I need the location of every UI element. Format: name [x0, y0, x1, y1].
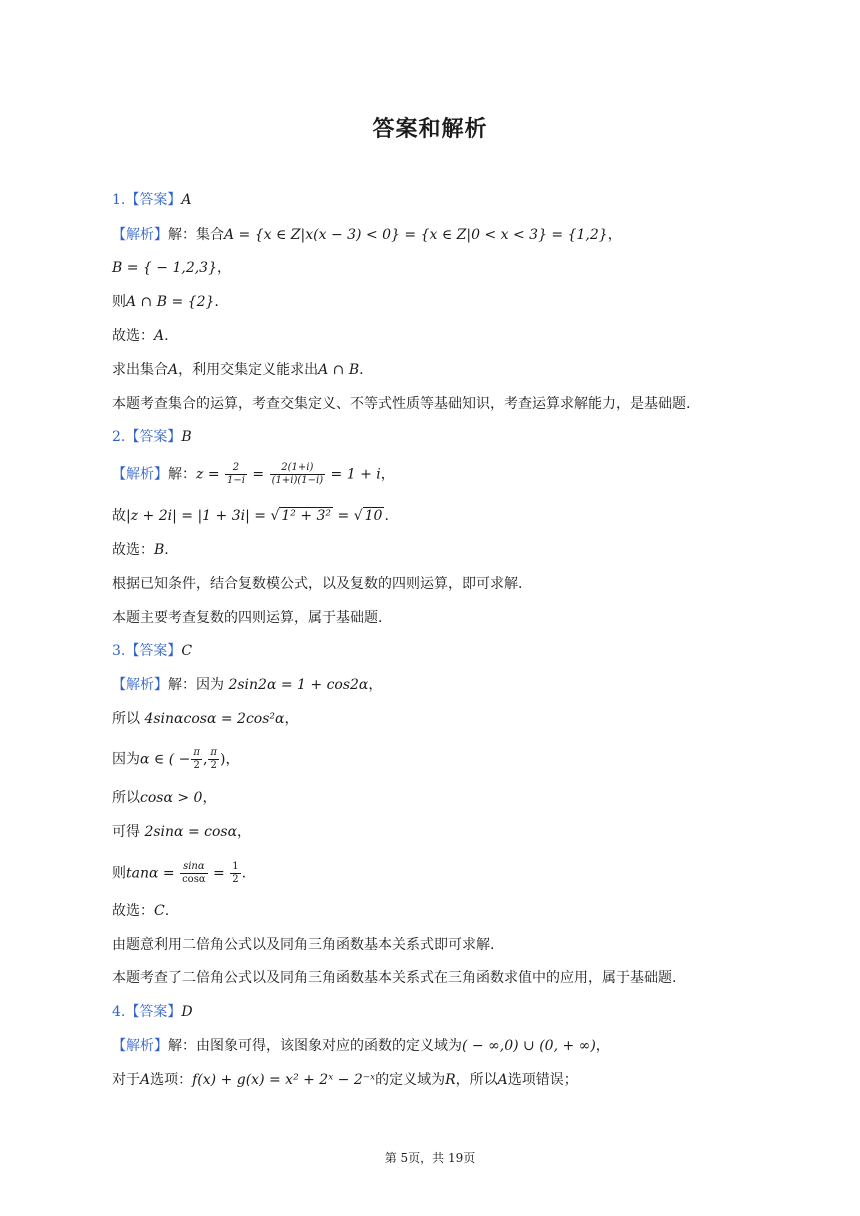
- math: ,: [202, 751, 208, 768]
- q1-analysis-line-4: [112, 326, 169, 346]
- page-footer: 第 5页，共 19页: [384, 1151, 476, 1165]
- math: 2sinα = cosα: [144, 824, 238, 840]
- numerator: 1: [232, 861, 239, 872]
- fraction: [225, 462, 247, 487]
- numerator: sinα: [180, 861, 208, 874]
- question-number: 3.: [112, 643, 126, 659]
- q3-analysis-line-3: [112, 747, 239, 772]
- text: 所以: [112, 711, 145, 727]
- text: 解：由图象可得，该图象对应的函数的定义域为: [168, 1038, 462, 1054]
- q3-analysis-line-2: [112, 709, 298, 729]
- q3-header: [112, 641, 192, 661]
- q3-analysis-line-8: 由题意利用二倍角公式以及同角三角函数基本关系式即可求解.: [112, 937, 495, 953]
- q1-comment: 本题考查集合的运算，考查交集定义、不等式性质等基础知识，考查运算求解能力，是基础题.: [112, 396, 691, 412]
- math: B = { − 1,2,3}: [112, 260, 217, 276]
- text: ，: [368, 677, 383, 693]
- denominator: cosα: [182, 874, 206, 885]
- fraction: [208, 747, 219, 772]
- denominator: 1−i: [227, 475, 245, 486]
- math: A: [140, 1072, 151, 1088]
- text: ，: [217, 260, 231, 276]
- text: .: [241, 865, 247, 882]
- math: f(x) + g(x) = x² + 2ˣ − 2⁻ˣ: [192, 1072, 376, 1088]
- text: 则: [112, 294, 126, 310]
- answer-value: A: [181, 192, 192, 208]
- answer-tag: 【答案】: [125, 1004, 182, 1020]
- fraction: [180, 861, 208, 886]
- answer-value: D: [181, 1004, 193, 1020]
- math: B: [154, 542, 165, 558]
- text: .: [359, 362, 364, 378]
- fraction: [191, 747, 202, 772]
- text: 对于: [112, 1072, 140, 1088]
- math: =: [333, 508, 354, 524]
- text: 可得: [112, 824, 145, 840]
- q3-analysis-line-5: [112, 822, 251, 842]
- math: |z + 2i| = |1 + 3i| =: [126, 508, 271, 524]
- math: 4sinαcosα = 2cos²α: [144, 711, 285, 727]
- math: A ∩ B = {2}: [126, 294, 215, 310]
- text: ，: [225, 751, 240, 768]
- math: ): [219, 751, 226, 768]
- numerator: 2(1+i): [270, 462, 325, 475]
- numerator: 2: [225, 462, 247, 475]
- answer-value: B: [181, 429, 192, 445]
- denominator: 2: [210, 760, 217, 771]
- q1-analysis-line-2: [112, 258, 231, 278]
- math: = 1 + i: [330, 466, 381, 483]
- q2-comment: 本题主要考查复数的四则运算，属于基础题.: [112, 610, 383, 626]
- analysis-tag: 【解析】: [112, 677, 168, 693]
- math: =: [213, 865, 225, 882]
- q3-analysis-line-7: [112, 901, 169, 921]
- analysis-tag: 【解析】: [112, 1038, 168, 1054]
- q2-analysis-line-2: [112, 506, 389, 526]
- text: 选项错误；: [507, 1072, 578, 1088]
- text: .: [164, 542, 169, 558]
- sqrt: √ 1² + 3²: [270, 508, 332, 524]
- page-title: 答案和解析: [372, 117, 488, 142]
- analysis-tag: 【解析】: [112, 227, 168, 243]
- text: .: [214, 294, 219, 310]
- q1-analysis-line-3: [112, 292, 219, 312]
- q3-analysis-line-4: [112, 788, 216, 808]
- math: ( − ∞,0) ∪ (0, + ∞): [462, 1038, 596, 1054]
- math: A: [497, 1072, 508, 1088]
- text: 故选：: [112, 542, 154, 558]
- text: .: [164, 328, 169, 344]
- math: 2sin2α = 1 + cos2α: [228, 677, 369, 693]
- text: 解：: [168, 466, 196, 483]
- text: .: [384, 508, 389, 524]
- math: R: [445, 1072, 456, 1088]
- text: ，: [202, 790, 217, 806]
- math: A: [154, 328, 165, 344]
- text: ，: [595, 1038, 610, 1054]
- text: .: [164, 903, 170, 919]
- q4-header: [112, 1002, 193, 1022]
- math: A = {x ∈ Z|x(x − 3) < 0} = {x ∈ Z|0 < x < 3} = {1,2}: [224, 227, 608, 243]
- text: ，利用交集定义能求出: [178, 362, 319, 378]
- numerator: π: [193, 747, 200, 758]
- numerator: π: [210, 747, 217, 758]
- q3-analysis-line-6: [112, 861, 246, 886]
- q2-analysis-line-4: 根据已知条件，结合复数模公式，以及复数的四则运算，即可求解.: [112, 576, 523, 592]
- denominator: 2: [193, 760, 200, 771]
- math: tanα =: [126, 865, 175, 882]
- text: 故: [112, 508, 126, 524]
- answer-tag: 【答案】: [125, 643, 182, 659]
- question-number: 1.: [112, 192, 126, 208]
- text: 故选：: [112, 328, 154, 344]
- fraction: [270, 462, 325, 487]
- q1-header: [112, 190, 191, 210]
- q3-analysis-line-1: [112, 675, 382, 695]
- text: 解：集合: [168, 227, 224, 243]
- q3-comment: 本题考查了二倍角公式以及同角三角函数基本关系式在三角函数求值中的应用，属于基础题.: [112, 970, 677, 986]
- question-number: 2.: [112, 429, 126, 445]
- radicand: 1² + 3²: [281, 508, 332, 524]
- answer-value: C: [181, 643, 193, 659]
- q2-analysis-line-3: [112, 540, 169, 560]
- text: ，: [380, 466, 395, 483]
- text: 因为: [112, 751, 140, 768]
- math: z =: [196, 466, 220, 483]
- text: 求出集合: [112, 362, 168, 378]
- question-number: 4.: [112, 1004, 126, 1020]
- math: A: [168, 362, 179, 378]
- q2-header: [112, 427, 192, 447]
- sqrt: √ 10: [353, 508, 383, 524]
- q4-analysis-line-1: [112, 1036, 610, 1056]
- q2-analysis-line-1: [112, 462, 395, 487]
- text: ，: [284, 711, 299, 727]
- q1-analysis-line-5: [112, 360, 364, 380]
- radicand: 10: [364, 508, 383, 524]
- text: ，: [607, 227, 622, 243]
- denominator: 2: [232, 874, 239, 885]
- q1-analysis-line-1: [112, 225, 622, 245]
- text: 选项：: [150, 1072, 193, 1088]
- math: A ∩ B: [318, 362, 360, 378]
- q4-analysis-line-2: [112, 1070, 578, 1090]
- math: α ∈ ( −: [140, 751, 191, 768]
- math: C: [154, 903, 165, 919]
- text: 解：因为: [168, 677, 229, 693]
- text: ，所以: [455, 1072, 498, 1088]
- math: =: [252, 466, 265, 483]
- text: 的定义域为: [375, 1072, 446, 1088]
- analysis-tag: 【解析】: [112, 466, 168, 483]
- text: 则: [112, 865, 126, 882]
- text: 所以: [112, 790, 140, 806]
- fraction: [230, 861, 240, 886]
- text: 故选：: [112, 903, 154, 919]
- text: ，: [237, 824, 252, 840]
- answer-tag: 【答案】: [125, 192, 182, 208]
- answer-tag: 【答案】: [125, 429, 182, 445]
- math: cosα > 0: [140, 790, 203, 806]
- denominator: (1+i)(1−i): [271, 475, 324, 486]
